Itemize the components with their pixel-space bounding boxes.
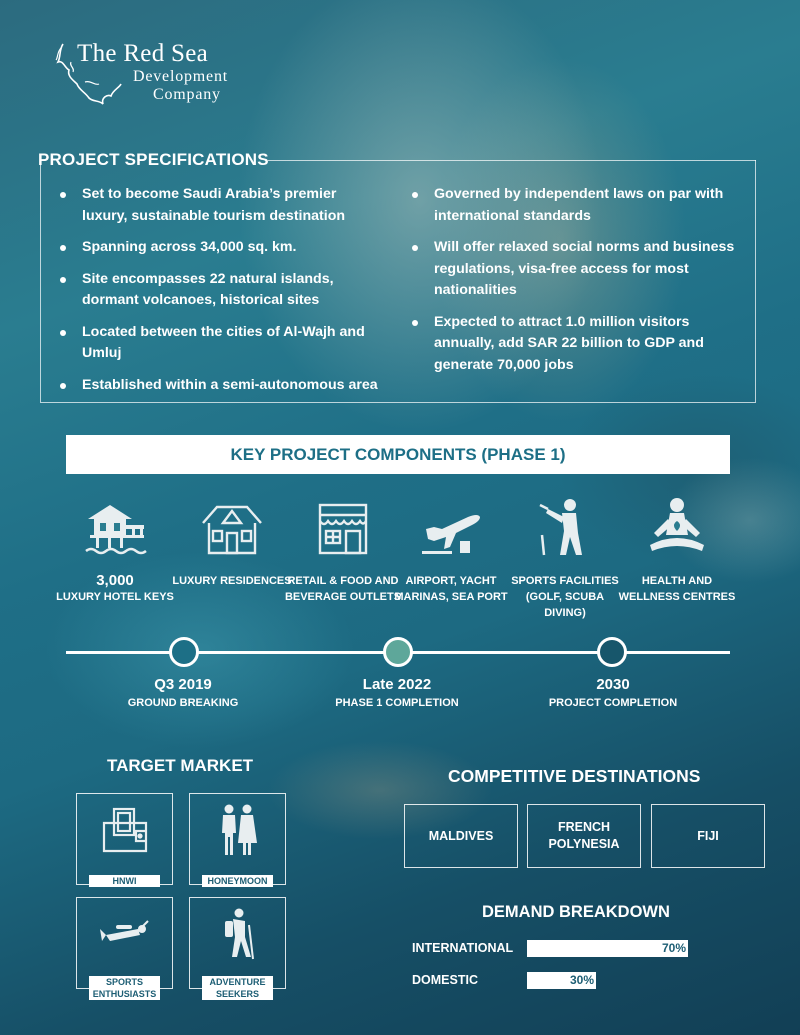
target-market-label: HNWI <box>89 875 160 887</box>
demand-label: INTERNATIONAL <box>412 941 514 955</box>
overwater-villa-icon <box>80 495 150 561</box>
timeline-milestone <box>83 676 283 709</box>
component-label: HEALTH AND WELLNESS CENTRES <box>618 575 736 603</box>
spec-item: Established within a semi-autonomous area <box>60 375 382 397</box>
spec-item: Spanning across 34,000 sq. km. <box>60 237 382 259</box>
component-sports-facilities <box>505 495 625 621</box>
spec-item: Set to become Saudi Arabia’s premier luxury, sustainable tourism destination <box>60 184 382 227</box>
scuba-diver-icon <box>98 907 152 961</box>
component-label: RETAIL & FOOD AND BEVERAGE OUTLETS <box>284 575 402 603</box>
target-market-label: HONEYMOON <box>202 875 273 887</box>
component-label: AIRPORT, YACHT MARINAS, SEA PORT <box>394 575 508 603</box>
milestone-label: PROJECT COMPLETION <box>548 697 678 709</box>
destination-box: FRENCH POLYNESIA <box>527 804 641 868</box>
target-market-label: ADVENTURE SEEKERS <box>202 976 273 1000</box>
spec-item: Expected to attract 1.0 million visitors annually, add SAR 22 billion to GDP and generate 70,000 jobs <box>412 312 742 377</box>
specifications-divider <box>268 160 756 161</box>
target-market-honeymoon <box>189 793 286 885</box>
milestone-label: PHASE 1 COMPLETION <box>335 697 459 709</box>
destination-box: MALDIVES <box>404 804 518 868</box>
company-logo <box>55 38 255 108</box>
demand-title: DEMAND BREAKDOWN <box>482 903 670 921</box>
milestone-date: Q3 2019 <box>154 676 212 693</box>
component-label: LUXURY HOTEL KEYS <box>56 591 174 603</box>
spec-item: Located between the cities of Al-Wajh and Umluj <box>60 322 382 365</box>
timeline-marker <box>169 637 199 667</box>
specifications-left-column <box>60 184 382 406</box>
timeline-milestone <box>513 676 713 709</box>
component-label: SPORTS FACILITIES (GOLF, SCUBA DIVING) <box>511 575 619 619</box>
logo-title: The Red Sea <box>77 40 209 67</box>
components-title: KEY PROJECT COMPONENTS (PHASE 1) <box>66 435 730 474</box>
house-icon <box>197 495 267 561</box>
component-airport <box>391 495 511 605</box>
hiker-icon <box>211 907 265 961</box>
component-hotel-keys <box>55 495 175 605</box>
golfer-icon <box>530 495 600 561</box>
target-market-label: SPORTS ENTHUSIASTS <box>89 976 160 1000</box>
couple-icon <box>211 803 265 857</box>
timeline-marker <box>383 637 413 667</box>
target-market-sports <box>76 897 173 999</box>
target-market-adventure <box>189 897 286 999</box>
timeline-milestone <box>297 676 497 709</box>
component-label: LUXURY RESIDENCES <box>172 575 292 587</box>
logo-subtitle: Development <box>133 68 228 85</box>
destination-box: FIJI <box>651 804 765 868</box>
milestone-label: GROUND BREAKING <box>127 697 239 709</box>
specifications-title: PROJECT SPECIFICATIONS <box>38 150 269 169</box>
timeline-marker <box>597 637 627 667</box>
target-market-hnwi <box>76 793 173 885</box>
spec-item: Governed by independent laws on par with international standards <box>412 184 742 227</box>
component-residences <box>172 495 292 589</box>
milestone-date: Late 2022 <box>362 676 432 693</box>
component-retail <box>283 495 403 605</box>
wallet-icon <box>98 803 152 857</box>
spec-item: Site encompasses 22 natural islands, dormant volcanoes, historical sites <box>60 269 382 312</box>
milestone-date: 2030 <box>596 676 630 693</box>
demand-bar: 30% <box>527 972 596 989</box>
component-number: 3,000 <box>96 572 134 589</box>
spec-item: Will offer relaxed social norms and business regulations, visa-free access for most nationalities <box>412 237 742 302</box>
specifications-right-column <box>412 184 742 386</box>
component-wellness <box>617 495 737 605</box>
meditation-icon <box>642 495 712 561</box>
target-market-title: TARGET MARKET <box>107 756 254 775</box>
airplane-icon <box>416 495 486 561</box>
logo-subtitle-2: Company <box>153 86 221 103</box>
demand-label: DOMESTIC <box>412 973 478 987</box>
demand-bar: 70% <box>527 940 688 957</box>
storefront-icon <box>308 495 378 561</box>
competitive-title: COMPETITIVE DESTINATIONS <box>448 766 701 786</box>
